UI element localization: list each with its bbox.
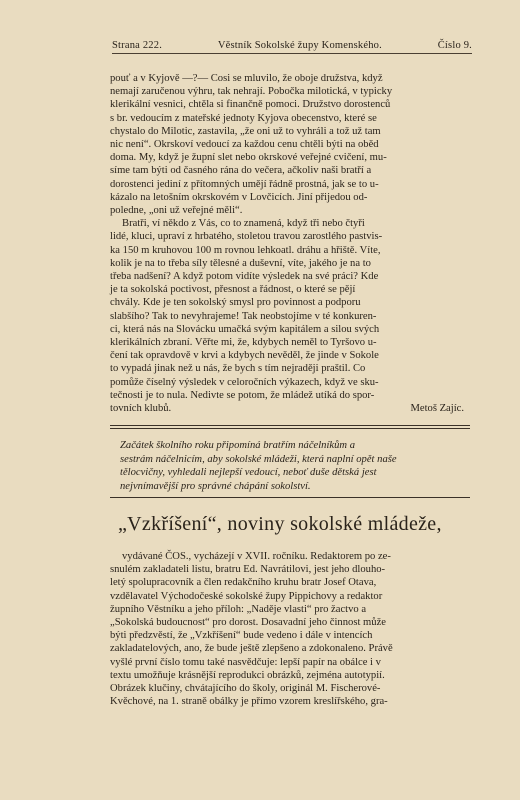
text-line: „Sokolská budoucnost“ pro dorost. Dosavadní jeho činnost může (110, 617, 386, 629)
issue-number: Číslo 9. (437, 40, 472, 51)
text-line: klerikální vesnici, chtěla si finančně pomoci. Družstvo dorostenců (110, 99, 391, 111)
text-line: pomůže číselný výsledek v celoročních výkazech, když ve sku- (110, 376, 379, 388)
italic-notice (120, 439, 464, 493)
text-line: je ta sokolská poctivost, přesnost a řádnost, o které se pějí (110, 284, 356, 296)
text-line: snulém zakladateli listu, bratru Ed. Navrátilovi, jest jeho dlouho- (110, 564, 386, 576)
text-line: třeba nadšení? A když potom vidíte výsledek na své práci? Kde (110, 271, 379, 283)
text-line: klerikálních zbraní. Věřte mi, že, kdybych neměl to Tyršovo u- (110, 337, 377, 349)
text-line: chvály. Kde je ten sokolský smysl pro povinnost a podporu (110, 297, 361, 309)
text-line: textu umožňuje krásnější reprodukci obrázků, zejména autotypií. (110, 669, 385, 681)
text-line: sestrám náčelnicím, aby sokolské mládeži, která naplní opět naše (120, 453, 397, 465)
text-line: Obrázek klučiny, chvátajícího do školy, originál M. Fischerové- (110, 683, 381, 695)
author-signature: Metoš Zajíc. (410, 403, 464, 415)
text-line: poledne, „oni už veřejné měli“. (110, 205, 243, 217)
text-line: doma. My, když je župní slet nebo okrskové veřejné cvičení, mu- (110, 152, 387, 164)
text-line: Kvěchové, na 1. straně obálky je přímo vzorem kreslířského, gra- (110, 696, 388, 708)
page-number: Strana 222. (112, 40, 163, 51)
text-line: nic není“. Okrskoví vedoucí za každou cenu chtěli býti na oběd (110, 139, 379, 151)
text-line: nejvnímavější pro správné chápání sokolství. (120, 480, 311, 492)
text-line: ka 150 m kruhovou 100 m rovnou lehkoatl. dráhu a hřiště. Víte, (110, 244, 381, 256)
text-line: letý spolupracovník a člen redakčního kruhu bratr Josef Otava, (110, 577, 377, 589)
text-line: vyšlé první číslo tomu také nasvědčuje: lepší papír na obálce i v (110, 656, 381, 668)
text-line: župního Věstníku a jeho příloh: „Naděje vlasti“ pro žactvo a (110, 603, 367, 615)
text-line: to vypadá jinak než u nás, že bych s tím nejraději praštil. Co (110, 363, 366, 375)
text-line: pouť a v Kyjově —?— Cosi se mluvilo, že oboje družstva, když (110, 73, 383, 84)
text-line: kolik je na to třeba síly tělesné a duševní, víte, jakého je na to (110, 257, 371, 269)
article-body (110, 550, 470, 708)
text-line: slabšího? Tak to nevyhrajeme! Tak neobstojíme v té konkuren- (110, 310, 377, 322)
text-line: tečnosti je to nula. Nedivte se potom, že mládež utíká do spor- (110, 389, 375, 401)
text-line: s br. vedoucím z mateřské jednoty Kyjova obecenstvo, které se (110, 112, 377, 124)
text-line: býti předzvěstí, že „Vzkříšení“ bude vedeno i dále v intencích (110, 630, 373, 642)
running-header (112, 40, 472, 54)
text-line: Začátek školního roku připomíná bratřím náčelníkům a (120, 440, 355, 451)
text-line: vzdělavatel Východočeské sokolské župy Pippichovy a redaktor (110, 590, 383, 602)
text-line: čení tak opravdově v krvi a kdybych nevěděl, že jinde v Sokole (110, 350, 379, 362)
article-title: „Vzkříšení“, noviny sokolské mládeže, (118, 513, 442, 535)
text-line: zakladatelových, ano, že bude ještě zlepšeno a zdokonaleno. Právě (110, 643, 393, 655)
text-line: kázalo na letošním okrskovém v Lovčicích. Jiní přijedou od- (110, 191, 368, 203)
text-line: tělocvičny, vyhledali nejlepší vedoucí, neboť duše dětská jest (120, 467, 377, 478)
text-line: nemají zaručenou výhru, tak nehrají. Pobočka milotická, v typicky (110, 86, 393, 98)
text-line: dorostenci jediní z přítomných umějí řádně prostná, jak se to u- (110, 178, 379, 190)
text-line: síme tam býti od časného rána do večera, ačkoliv naši bratří a (110, 165, 372, 177)
text-line: chystalo do Milotic, zastavila, „že oni už to vyhráli a tož už tam (110, 125, 381, 137)
text-line: lidé, kluci, upraví z hrbatého, stoletou travou zarostlého pastvis- (110, 231, 383, 243)
article-continuation (110, 72, 470, 415)
text-line: ci, která nás na Slovácku umačká svým kapitálem a silou svých (110, 323, 380, 335)
text-line: vydávané ČOS., vycházejí v XVII. ročníku. Redaktorem po ze- (122, 551, 391, 562)
journal-title: Věstník Sokolské župy Komenského. (217, 40, 382, 51)
text-line: tovních klubů. (110, 403, 172, 415)
rule-divider (110, 497, 470, 498)
double-rule-divider (110, 425, 470, 429)
text-line: Bratři, ví někdo z Vás, co to znamená, když tři nebo čtyři (122, 218, 365, 230)
